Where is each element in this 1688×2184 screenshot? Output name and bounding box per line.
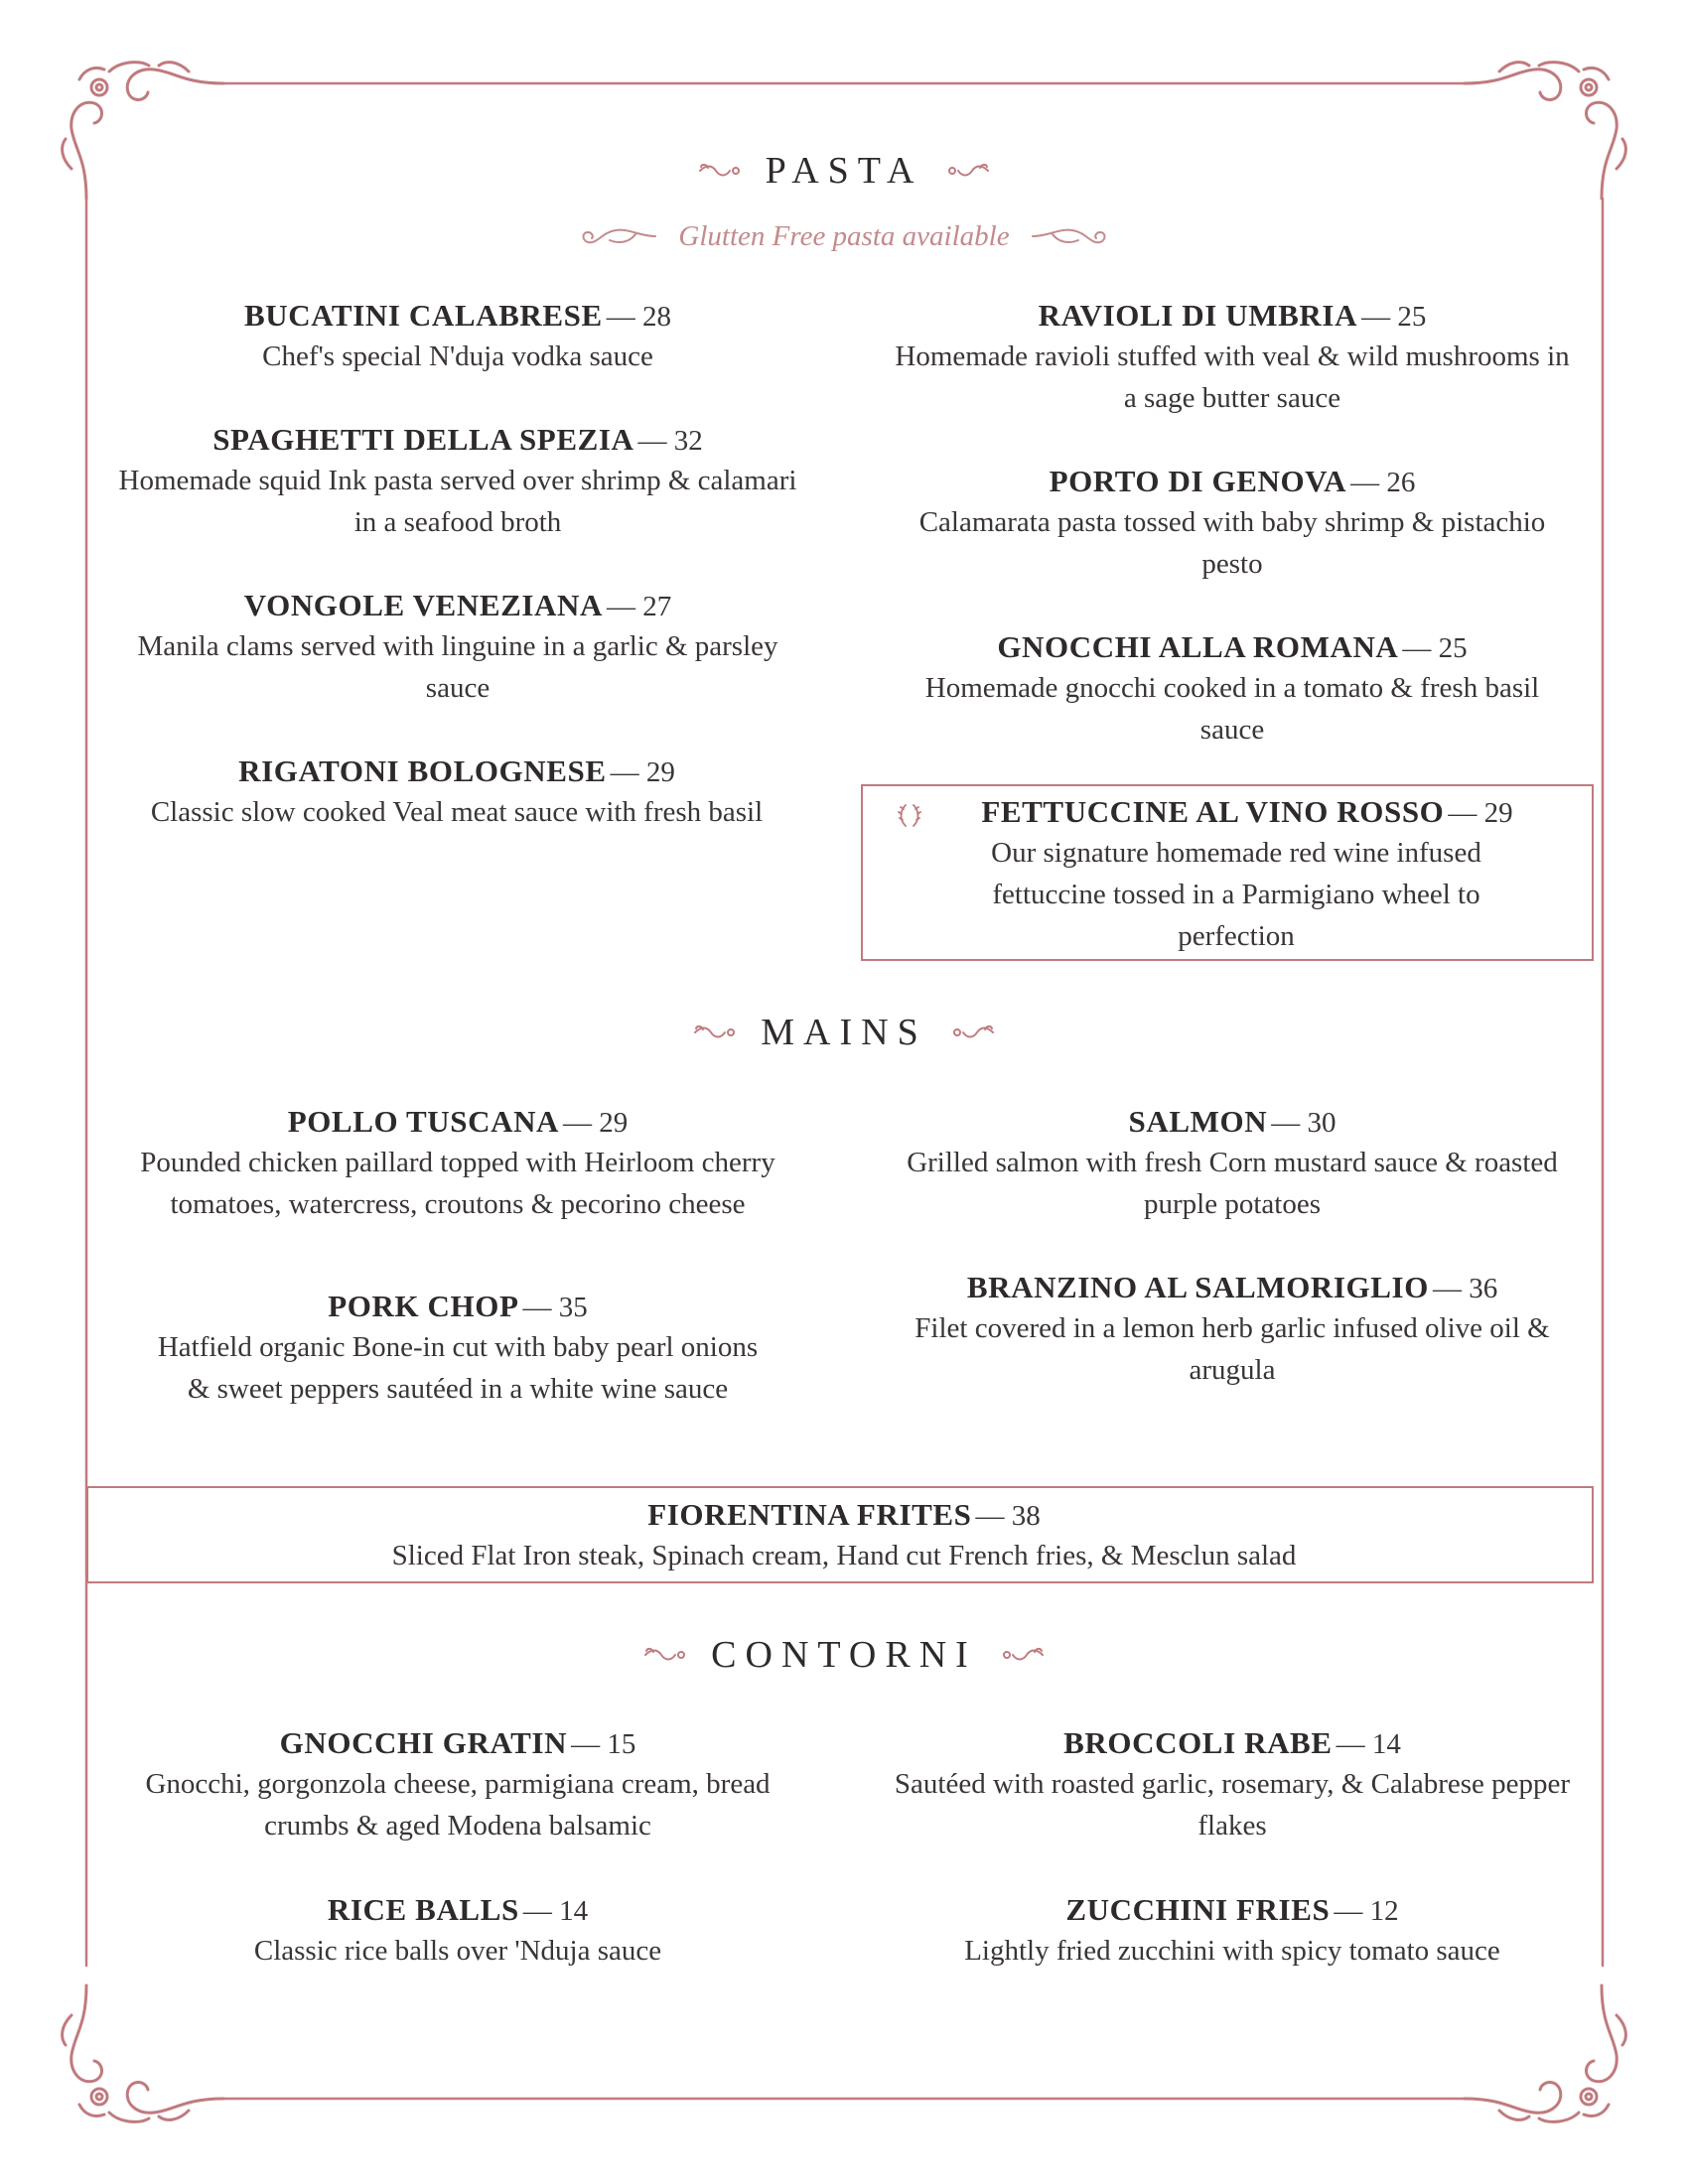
item-name: BUCATINI CALABRESE bbox=[243, 298, 603, 333]
menu-item bbox=[892, 1890, 1573, 1972]
item-name: PORK CHOP bbox=[328, 1289, 519, 1323]
item-name: GNOCCHI GRATIN bbox=[279, 1725, 568, 1760]
item-description: Sliced Flat Iron steak, Spinach cream, Hand cut French fries, & Mesclun salad bbox=[391, 1540, 1297, 1571]
item-price: — 15 bbox=[571, 1728, 636, 1760]
item-price: — 25 bbox=[1361, 301, 1427, 333]
item-price: — 30 bbox=[1271, 1107, 1336, 1139]
flourish-left-icon bbox=[698, 161, 744, 181]
item-name: FIORENTINA FRITES bbox=[647, 1497, 972, 1532]
flourish-right-icon bbox=[949, 1023, 995, 1042]
item-description: Calamarata pasta tossed with baby shrimp & pistachio pesto bbox=[918, 506, 1546, 580]
item-price: — 29 bbox=[1448, 797, 1513, 829]
item-name: RICE BALLS bbox=[327, 1892, 519, 1927]
item-price: — 25 bbox=[1402, 632, 1468, 664]
item-name: POLLO TUSCANA bbox=[287, 1104, 560, 1139]
item-price: — 14 bbox=[1336, 1728, 1401, 1760]
item-price: — 32 bbox=[637, 425, 703, 457]
swirl-right-icon bbox=[1031, 224, 1108, 248]
item-price: — 35 bbox=[522, 1292, 588, 1323]
menu-item bbox=[117, 1890, 798, 1972]
flourish-left-icon bbox=[643, 1645, 689, 1665]
item-price: — 29 bbox=[610, 756, 675, 788]
item-name: VONGOLE VENEZIANA bbox=[243, 588, 604, 622]
menu-item-featured bbox=[99, 1495, 1589, 1576]
menu-item bbox=[117, 1102, 798, 1225]
flourish-right-icon bbox=[944, 161, 990, 181]
menu-item bbox=[892, 296, 1573, 419]
corner-ornament-bottom-left bbox=[63, 1985, 223, 2121]
item-name: SPAGHETTI DELLA SPEZIA bbox=[212, 422, 634, 457]
mains-section-header bbox=[0, 1011, 1688, 1054]
item-name: RAVIOLI DI UMBRIA bbox=[1038, 298, 1358, 333]
item-description: Classic slow cooked Veal meat sauce with fresh basil bbox=[150, 796, 764, 828]
item-name: BRANZINO AL SALMORIGLIO bbox=[966, 1270, 1429, 1304]
item-description: Grilled salmon with fresh Corn mustard sauce & roasted purple potatoes bbox=[907, 1147, 1558, 1220]
item-price: — 12 bbox=[1334, 1895, 1399, 1927]
menu-item bbox=[99, 751, 814, 833]
item-name: PORTO DI GENOVA bbox=[1049, 464, 1347, 498]
item-name: FETTUCCINE AL VINO ROSSO bbox=[981, 794, 1445, 829]
item-description: Pounded chicken paillard topped with Heirloom cherry tomatoes, watercress, croutons & pecorino cheese bbox=[140, 1147, 775, 1220]
contorni-section-header bbox=[0, 1633, 1688, 1677]
flourish-left-icon bbox=[693, 1023, 739, 1042]
item-price: — 14 bbox=[522, 1895, 589, 1927]
item-description: Sautéed with roasted garlic, rosemary, & Calabrese pepper flakes bbox=[894, 1768, 1571, 1842]
section-title-contorni: CONTORNI bbox=[711, 1634, 977, 1676]
item-description: Our signature homemade red wine infused fettuccine tossed in a Parmigiano wheel to perfection bbox=[991, 837, 1481, 952]
item-description: Gnocchi, gorgonzola cheese, parmigiana cream, bread crumbs & aged Modena balsamic bbox=[145, 1768, 771, 1842]
item-price: — 36 bbox=[1432, 1273, 1498, 1304]
corner-ornament-bottom-right bbox=[1465, 1985, 1625, 2121]
item-description: Homemade gnocchi cooked in a tomato & fresh basil sauce bbox=[924, 672, 1540, 746]
item-description: Lightly fried zucchini with spicy tomato sauce bbox=[964, 1935, 1500, 1967]
gluten-free-text: Glutten Free pasta available bbox=[678, 219, 1010, 252]
item-description: Classic rice balls over 'Nduja sauce bbox=[253, 1935, 662, 1967]
section-title-pasta: PASTA bbox=[765, 150, 923, 192]
pasta-section-header bbox=[0, 149, 1688, 193]
flourish-right-icon bbox=[999, 1645, 1045, 1665]
section-title-mains: MAINS bbox=[761, 1012, 927, 1053]
menu-item bbox=[892, 1723, 1573, 1846]
item-name: ZUCCHINI FRIES bbox=[1065, 1892, 1331, 1927]
item-description: Homemade ravioli stuffed with veal & wild mushrooms in a sage butter sauce bbox=[895, 341, 1570, 414]
menu-item bbox=[117, 296, 798, 377]
item-price: — 38 bbox=[975, 1500, 1041, 1532]
item-description: Hatfield organic Bone-in cut with baby pearl onions & sweet peppers sautéed in a white wine sauce bbox=[157, 1331, 759, 1405]
item-description: Homemade squid Ink pasta served over shrimp & calamari in a seafood broth bbox=[118, 465, 797, 538]
item-description: Manila clams served with linguine in a garlic & parsley sauce bbox=[137, 630, 778, 704]
menu-item bbox=[892, 1268, 1573, 1391]
menu-item bbox=[117, 420, 798, 543]
menu-item bbox=[117, 586, 798, 709]
item-name: BROCCOLI RABE bbox=[1063, 1725, 1333, 1760]
item-price: — 29 bbox=[563, 1107, 629, 1139]
swirl-left-icon bbox=[580, 224, 657, 248]
item-price: — 26 bbox=[1350, 467, 1416, 498]
menu-item bbox=[892, 1102, 1573, 1225]
menu-item-signature bbox=[894, 792, 1579, 957]
item-name: SALMON bbox=[1128, 1104, 1268, 1139]
item-description: Chef's special N'duja vodka sauce bbox=[262, 341, 653, 372]
menu-item bbox=[117, 1287, 798, 1410]
menu-item bbox=[892, 627, 1573, 751]
item-price: — 28 bbox=[606, 301, 672, 333]
menu-item bbox=[117, 1723, 798, 1846]
menu-item bbox=[892, 462, 1573, 585]
item-price: — 27 bbox=[607, 591, 672, 622]
gluten-free-note bbox=[0, 218, 1688, 253]
item-name: GNOCCHI ALLA ROMANA bbox=[997, 629, 1399, 664]
item-description: Filet covered in a lemon herb garlic infused olive oil & arugula bbox=[914, 1312, 1550, 1386]
item-name: RIGATONI BOLOGNESE bbox=[238, 753, 607, 788]
